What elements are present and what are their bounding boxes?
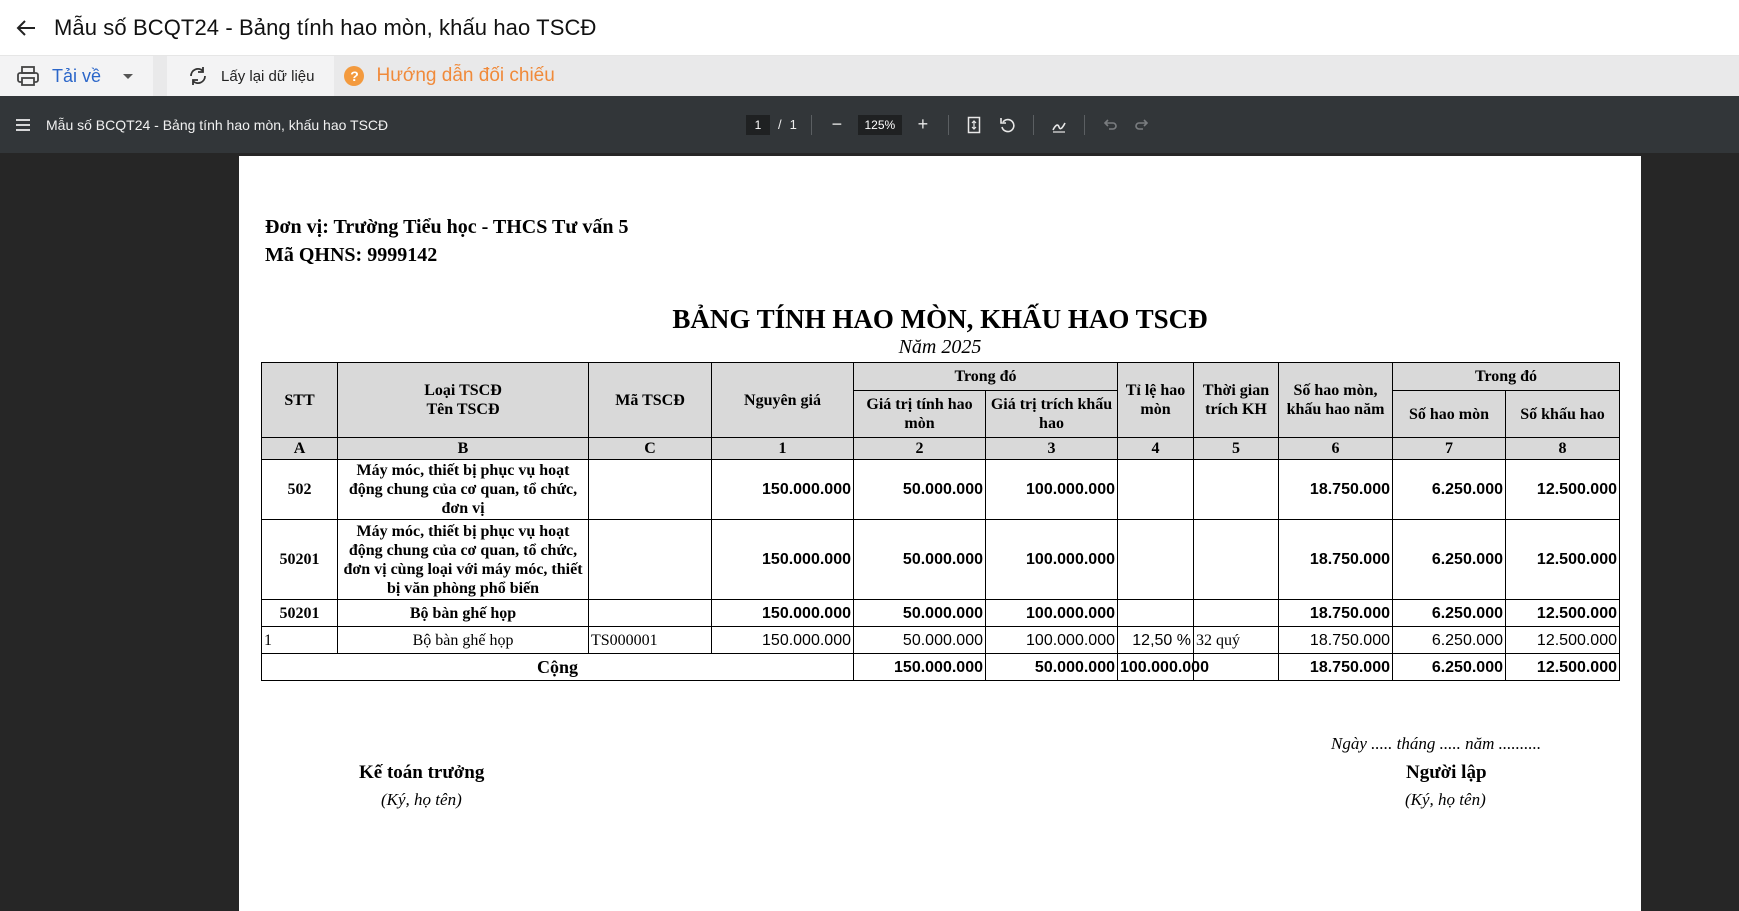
total-kh: 12.500.000: [1506, 654, 1620, 681]
printer-icon: [16, 65, 40, 87]
cell-hm: 6.250.000: [1393, 627, 1506, 654]
index-cell: C: [589, 438, 712, 460]
index-cell: 3: [986, 438, 1118, 460]
cell-stt: 1: [262, 627, 338, 654]
header-loai-ten: [338, 363, 589, 438]
cell-gt-kh: 100.000.000: [986, 520, 1118, 600]
pdf-controls: [746, 96, 1153, 153]
pen-icon: [1050, 116, 1068, 134]
table-row: [262, 460, 1620, 520]
cell-thoi-gian: [1194, 520, 1279, 600]
index-cell: 8: [1506, 438, 1620, 460]
header-ten: Tên TSCĐ: [426, 401, 500, 418]
index-cell: B: [338, 438, 589, 460]
total-gt-hm: 50.000.000: [986, 654, 1118, 681]
zoom-in-button[interactable]: +: [917, 114, 929, 134]
index-cell: 1: [712, 438, 854, 460]
cell-gt-kh: 100.000.000: [986, 627, 1118, 654]
table-row: [262, 520, 1620, 600]
page-separator: /: [778, 117, 782, 132]
index-cell: 5: [1194, 438, 1279, 460]
total-row: [262, 654, 1620, 681]
pdf-viewer-toolbar: [0, 96, 1739, 153]
report-year: Năm 2025: [898, 336, 982, 358]
cell-nguyen-gia: 150.000.000: [712, 600, 854, 627]
header-ti-le: Tỉ lệ hao mòn: [1118, 363, 1194, 438]
header-trong-do-2: Trong đó: [1393, 363, 1620, 391]
cell-name: Bộ bàn ghế họp: [338, 627, 589, 654]
header-so-hm-kh: Số hao mòn, khấu hao năm: [1279, 363, 1393, 438]
cell-hm: 6.250.000: [1393, 460, 1506, 520]
divider: [1084, 115, 1085, 135]
sign-date: Ngày ..... tháng ..... năm ..........: [1331, 734, 1542, 753]
total-hm: 6.250.000: [1393, 654, 1506, 681]
page-title: Mẫu số BCQT24 - Bảng tính hao mòn, khấu hao TSCĐ: [54, 14, 597, 40]
pdf-viewer: [0, 96, 1739, 911]
cell-kh: 12.500.000: [1506, 627, 1620, 654]
index-cell: 4: [1118, 438, 1194, 460]
action-toolbar: [0, 56, 1739, 96]
cell-ti-le: [1118, 520, 1194, 600]
depreciation-table: [261, 362, 1620, 681]
index-cell: 2: [854, 438, 986, 460]
total-label: Cộng: [262, 654, 854, 681]
zoom-level-input[interactable]: 125%: [858, 115, 902, 135]
divider: [811, 115, 812, 135]
cell-nguyen-gia: 150.000.000: [712, 520, 854, 600]
cell-name: Máy móc, thiết bị phục vụ hoạt động chung của cơ quan, tổ chức, đơn vị cùng loại với máy móc, thiết bị văn phòng phổ biến: [338, 520, 589, 600]
index-cell: A: [262, 438, 338, 460]
back-button[interactable]: [4, 6, 48, 50]
cell-stt: 50201: [262, 600, 338, 627]
total-pages: 1: [789, 117, 797, 132]
cell-kh: 12.500.000: [1506, 520, 1620, 600]
cell-code: TS000001: [589, 627, 712, 654]
chief-accountant-note: (Ký, họ tên): [381, 790, 462, 809]
cell-hm: 6.250.000: [1393, 600, 1506, 627]
download-button[interactable]: [0, 56, 153, 96]
index-row: [262, 438, 1620, 460]
menu-button[interactable]: [0, 118, 46, 132]
cell-gt-hm: 50.000.000: [854, 600, 986, 627]
cell-so: 18.750.000: [1279, 460, 1393, 520]
cell-hm: 6.250.000: [1393, 520, 1506, 600]
arrow-left-icon: [15, 17, 37, 39]
cell-kh: 12.500.000: [1506, 600, 1620, 627]
preparer-note: (Ký, họ tên): [1405, 790, 1486, 809]
cell-so: 18.750.000: [1279, 520, 1393, 600]
zoom-out-button[interactable]: −: [831, 114, 843, 134]
cell-stt: 502: [262, 460, 338, 520]
divider: [948, 115, 949, 135]
cell-gt-kh: 100.000.000: [986, 460, 1118, 520]
header-trong-do: Trong đó: [854, 363, 1118, 391]
cell-so: 18.750.000: [1279, 600, 1393, 627]
undo-button[interactable]: [1099, 114, 1121, 136]
cell-stt: 50201: [262, 520, 338, 600]
hamburger-icon: [15, 118, 31, 132]
unit-code: Mã QHNS: 9999142: [265, 244, 438, 266]
rotate-button[interactable]: [997, 114, 1019, 136]
rotate-icon: [999, 116, 1017, 134]
unit-block: [265, 213, 628, 269]
undo-icon: [1102, 118, 1118, 132]
refresh-icon: [187, 65, 209, 87]
cell-nguyen-gia: 150.000.000: [712, 460, 854, 520]
fit-page-button[interactable]: [963, 114, 985, 136]
cell-ti-le: [1118, 600, 1194, 627]
header-loai: Loại TSCĐ: [424, 382, 502, 399]
divider: [1033, 115, 1034, 135]
cell-nguyen-gia: 150.000.000: [712, 627, 854, 654]
cell-gt-kh: 100.000.000: [986, 600, 1118, 627]
cell-code: [589, 460, 712, 520]
header-gt-hao-mon: Giá trị tính hao mòn: [854, 391, 986, 438]
header-nguyen-gia: Nguyên giá: [712, 363, 854, 438]
total-nguyen-gia: 150.000.000: [854, 654, 986, 681]
chief-accountant-title: Kế toán trưởng: [359, 762, 485, 783]
guide-label: Hướng dẫn đối chiếu: [376, 65, 555, 86]
cell-code: [589, 600, 712, 627]
caret-down-icon[interactable]: [121, 71, 135, 81]
cell-thoi-gian: [1194, 600, 1279, 627]
page-number-input[interactable]: 1: [746, 115, 770, 135]
cell-gt-hm: 50.000.000: [854, 520, 986, 600]
header-gt-khau-hao: Giá trị trích khấu hao: [986, 391, 1118, 438]
index-cell: 6: [1279, 438, 1393, 460]
index-cell: 7: [1393, 438, 1506, 460]
refresh-data-button[interactable]: [167, 56, 334, 96]
cell-kh: 12.500.000: [1506, 460, 1620, 520]
total-so: 18.750.000: [1279, 654, 1393, 681]
cell-thoi-gian: [1194, 460, 1279, 520]
help-icon: ?: [344, 66, 364, 86]
cell-thoi-gian: 32 quý: [1194, 627, 1279, 654]
pdf-page: [239, 156, 1641, 911]
table-row: [262, 627, 1620, 654]
header-thoi-gian: Thời gian trích KH: [1194, 363, 1279, 438]
cell-name: Máy móc, thiết bị phục vụ hoạt động chung của cơ quan, tổ chức, đơn vị: [338, 460, 589, 520]
cell-ti-le: 12,50 %: [1118, 627, 1194, 654]
guide-link[interactable]: [344, 65, 554, 87]
report-title: BẢNG TÍNH HAO MÒN, KHẤU HAO TSCĐ: [672, 304, 1208, 334]
pdf-document-title: Mẫu số BCQT24 - Bảng tính hao mòn, khấu hao TSCĐ: [46, 116, 389, 133]
header-so-hao-mon: Số hao mòn: [1393, 391, 1506, 438]
title-bar: [0, 0, 1739, 56]
header-so-khau-hao: Số khấu hao: [1506, 391, 1620, 438]
fit-page-icon: [967, 116, 981, 134]
annotate-button[interactable]: [1048, 114, 1070, 136]
cell-gt-hm: 50.000.000: [854, 460, 986, 520]
redo-icon: [1134, 118, 1150, 132]
preparer-title: Người lập: [1406, 762, 1487, 783]
cell-so: 18.750.000: [1279, 627, 1393, 654]
table-row: [262, 600, 1620, 627]
refresh-label: Lấy lại dữ liệu: [221, 67, 315, 85]
cell-name: Bộ bàn ghế họp: [338, 600, 589, 627]
redo-button[interactable]: [1131, 114, 1153, 136]
unit-name: Đơn vị: Trường Tiểu học - THCS Tư vấn 5: [265, 216, 629, 238]
cell-gt-hm: 50.000.000: [854, 627, 986, 654]
header-ma: Mã TSCĐ: [589, 363, 712, 438]
total-gt-kh: 100.000.000: [1118, 654, 1194, 681]
download-label: Tải về: [52, 65, 102, 86]
cell-code: [589, 520, 712, 600]
cell-ti-le: [1118, 460, 1194, 520]
header-stt: STT: [262, 363, 338, 438]
